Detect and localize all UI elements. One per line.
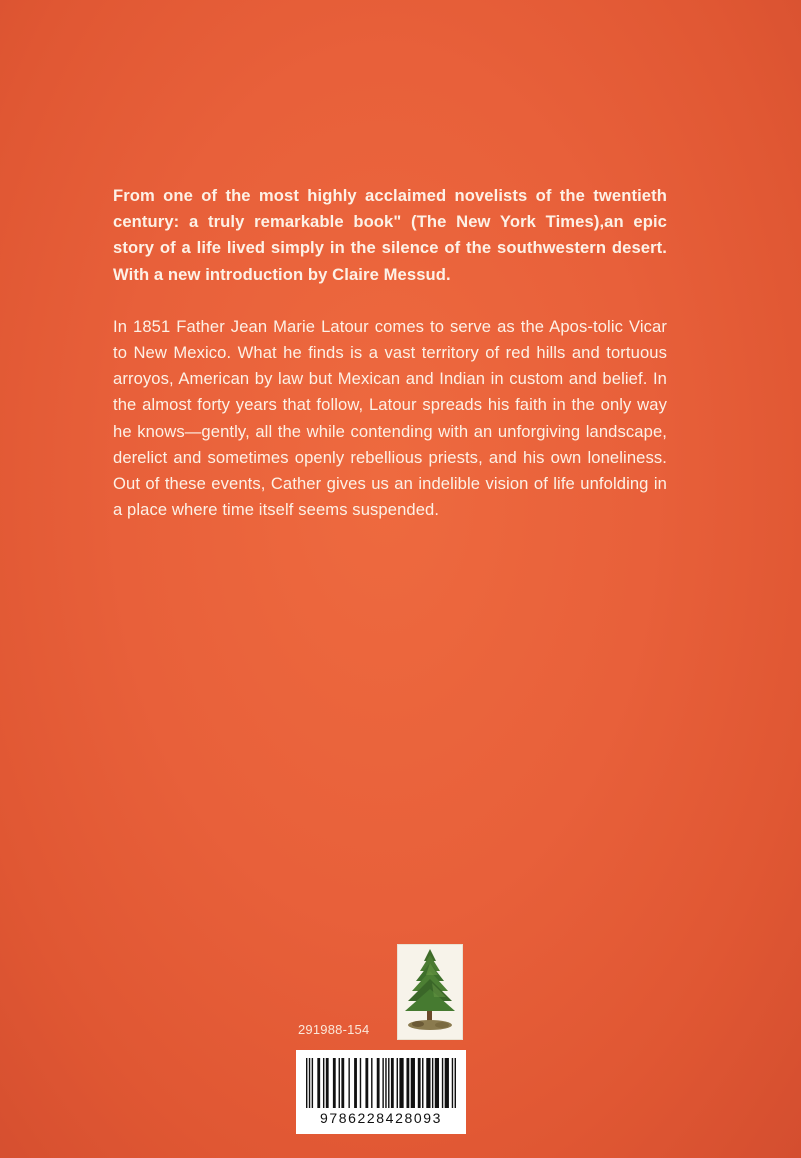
barcode-bar xyxy=(411,1058,415,1108)
barcode-bar xyxy=(426,1058,430,1108)
barcode-bar xyxy=(348,1058,349,1108)
catalog-number: 291988-154 xyxy=(298,1022,370,1037)
blurb-body: In 1851 Father Jean Marie Latour comes to serve as the Apos-tolic Vicar to New Mexico. What he finds is a vast territory of red hills and tortuous arroyos, American by law but Mexican and Indian in custom and belief. In the almost forty years that follow, Latour spreads his faith in the only way he knows—gently, all the while contending with an unforgiving landscape, derelict and sometimes openly rebellious priests, and his own loneliness. Out of these events, Cather gives us an indelible vision of life unfolding in a place where time itself seems suspended. xyxy=(113,316,667,520)
barcode-bar xyxy=(455,1058,456,1108)
barcode-bar xyxy=(432,1058,433,1108)
barcode-bar xyxy=(391,1058,394,1108)
publisher-logo xyxy=(397,944,463,1040)
barcode-bar xyxy=(309,1058,310,1108)
barcode-bar xyxy=(323,1058,324,1108)
barcode-bar xyxy=(445,1058,449,1108)
barcode-bar xyxy=(418,1058,421,1108)
isbn-number: 9786228428093 xyxy=(319,1110,443,1126)
barcode-bar xyxy=(306,1058,307,1108)
barcode-bar xyxy=(312,1058,313,1108)
barcode-bar xyxy=(360,1058,361,1108)
barcode-bar xyxy=(452,1058,453,1108)
blurb-intro: From one of the most highly acclaimed novelists of the twentieth century: a truly remarkable book" (The New York Times),an epic story of a life lived simply in the silence of the southwestern desert. With a new introduction by Claire Messud. xyxy=(113,186,667,284)
barcode-bar xyxy=(406,1058,409,1108)
barcode-bar xyxy=(341,1058,344,1108)
barcode-bar xyxy=(333,1058,336,1108)
barcode-bar xyxy=(388,1058,389,1108)
barcode-bar xyxy=(317,1058,320,1108)
barcode-bar xyxy=(435,1058,439,1108)
barcode-bar xyxy=(371,1058,372,1108)
pine-tree-icon xyxy=(398,945,462,1039)
isbn-barcode xyxy=(296,1050,466,1134)
barcode-bar xyxy=(382,1058,383,1108)
barcode-bar xyxy=(385,1058,386,1108)
barcode-bar xyxy=(399,1058,403,1108)
barcode-bar xyxy=(422,1058,423,1108)
barcode-bars xyxy=(306,1058,456,1108)
barcode-bar xyxy=(339,1058,340,1108)
barcode-bar xyxy=(397,1058,398,1108)
barcode-bar xyxy=(354,1058,357,1108)
barcode-bar xyxy=(326,1058,329,1108)
barcode-bar xyxy=(365,1058,368,1108)
barcode-bar xyxy=(377,1058,380,1108)
blurb-section xyxy=(113,183,667,523)
barcode-bar xyxy=(442,1058,443,1108)
